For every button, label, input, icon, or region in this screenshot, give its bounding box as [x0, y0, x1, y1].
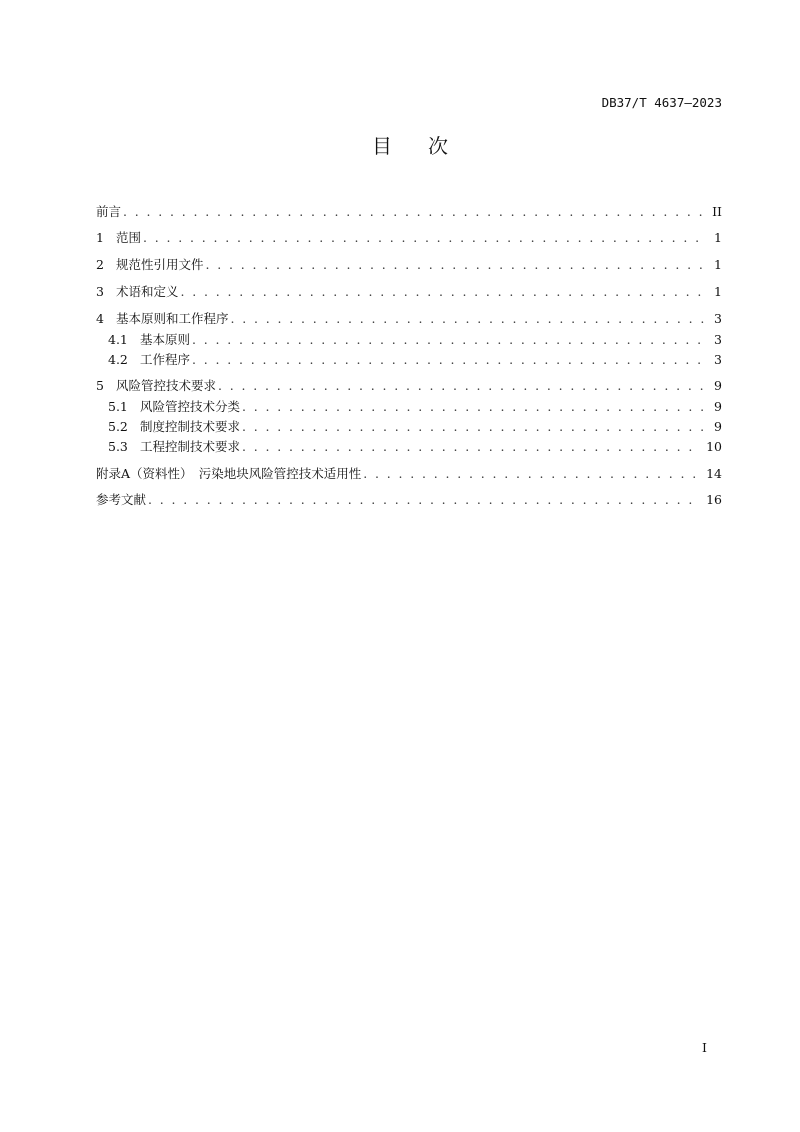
toc-entry[interactable]	[96, 256, 722, 274]
toc-entry[interactable]	[108, 331, 722, 349]
toc-number: 1	[96, 230, 104, 245]
toc-label: 风险管控技术分类	[140, 399, 241, 414]
toc-number: 4	[96, 311, 104, 326]
toc-entry[interactable]	[108, 418, 722, 436]
toc-label: 前言	[96, 204, 122, 219]
toc-page: 10	[706, 439, 722, 454]
toc-page: 3	[714, 352, 722, 367]
toc-number: 5.2	[108, 419, 128, 434]
toc-label: 规范性引用文件	[116, 257, 204, 272]
toc-page: 3	[714, 311, 722, 326]
toc-label: 参考文献	[96, 492, 147, 507]
toc-label: 基本原则	[140, 332, 191, 347]
dot-leader	[143, 229, 708, 247]
dot-leader	[123, 203, 706, 221]
toc-label: 术语和定义	[116, 284, 179, 299]
toc-page: 1	[714, 284, 722, 299]
toc-entry[interactable]	[96, 203, 722, 221]
toc-page: 16	[706, 492, 722, 507]
dot-leader	[192, 351, 708, 369]
toc-entry[interactable]	[108, 438, 722, 456]
dot-leader	[231, 310, 709, 328]
toc-label: 工程控制技术要求	[140, 439, 241, 454]
page-number: I	[702, 1040, 707, 1055]
toc-label: 附录A（资料性） 污染地块风险管控技术适用性	[96, 466, 362, 481]
dot-leader	[148, 491, 700, 509]
toc-entry[interactable]	[96, 377, 722, 395]
dot-leader	[218, 377, 708, 395]
toc-page: 9	[714, 399, 722, 414]
toc-number: 4.2	[108, 352, 128, 367]
standard-number: DB37/T 4637—2023	[601, 95, 722, 110]
toc-page: 1	[714, 230, 722, 245]
toc-number: 5.3	[108, 439, 128, 454]
toc-page: II	[712, 204, 722, 219]
toc-entry[interactable]	[96, 283, 722, 301]
page-title	[0, 130, 800, 159]
dot-leader	[242, 398, 708, 416]
toc-entry[interactable]	[96, 465, 722, 483]
toc-entry[interactable]	[96, 491, 722, 509]
toc-entry[interactable]	[96, 229, 722, 247]
toc-entry[interactable]	[96, 310, 722, 328]
toc-label: 制度控制技术要求	[140, 419, 241, 434]
toc-label: 工作程序	[140, 352, 191, 367]
dot-leader	[242, 418, 708, 436]
toc-label: 范围	[116, 230, 142, 245]
toc-label: 基本原则和工作程序	[116, 311, 229, 326]
toc-number: 5	[96, 378, 104, 393]
toc-number: 2	[96, 257, 104, 272]
toc-number: 3	[96, 284, 104, 299]
dot-leader	[363, 465, 700, 483]
toc-entry[interactable]	[108, 351, 722, 369]
toc-page: 3	[714, 332, 722, 347]
dot-leader	[181, 283, 709, 301]
toc-label: 风险管控技术要求	[116, 378, 217, 393]
title-char-1: 目	[372, 134, 392, 158]
toc-entry[interactable]	[108, 398, 722, 416]
title-char-2: 次	[428, 134, 448, 158]
dot-leader	[192, 331, 708, 349]
toc-page: 14	[706, 466, 722, 481]
toc-page: 9	[714, 378, 722, 393]
toc-page: 1	[714, 257, 722, 272]
toc-page: 9	[714, 419, 722, 434]
dot-leader	[242, 438, 700, 456]
dot-leader	[206, 256, 709, 274]
toc-number: 5.1	[108, 399, 128, 414]
toc-number: 4.1	[108, 332, 128, 347]
